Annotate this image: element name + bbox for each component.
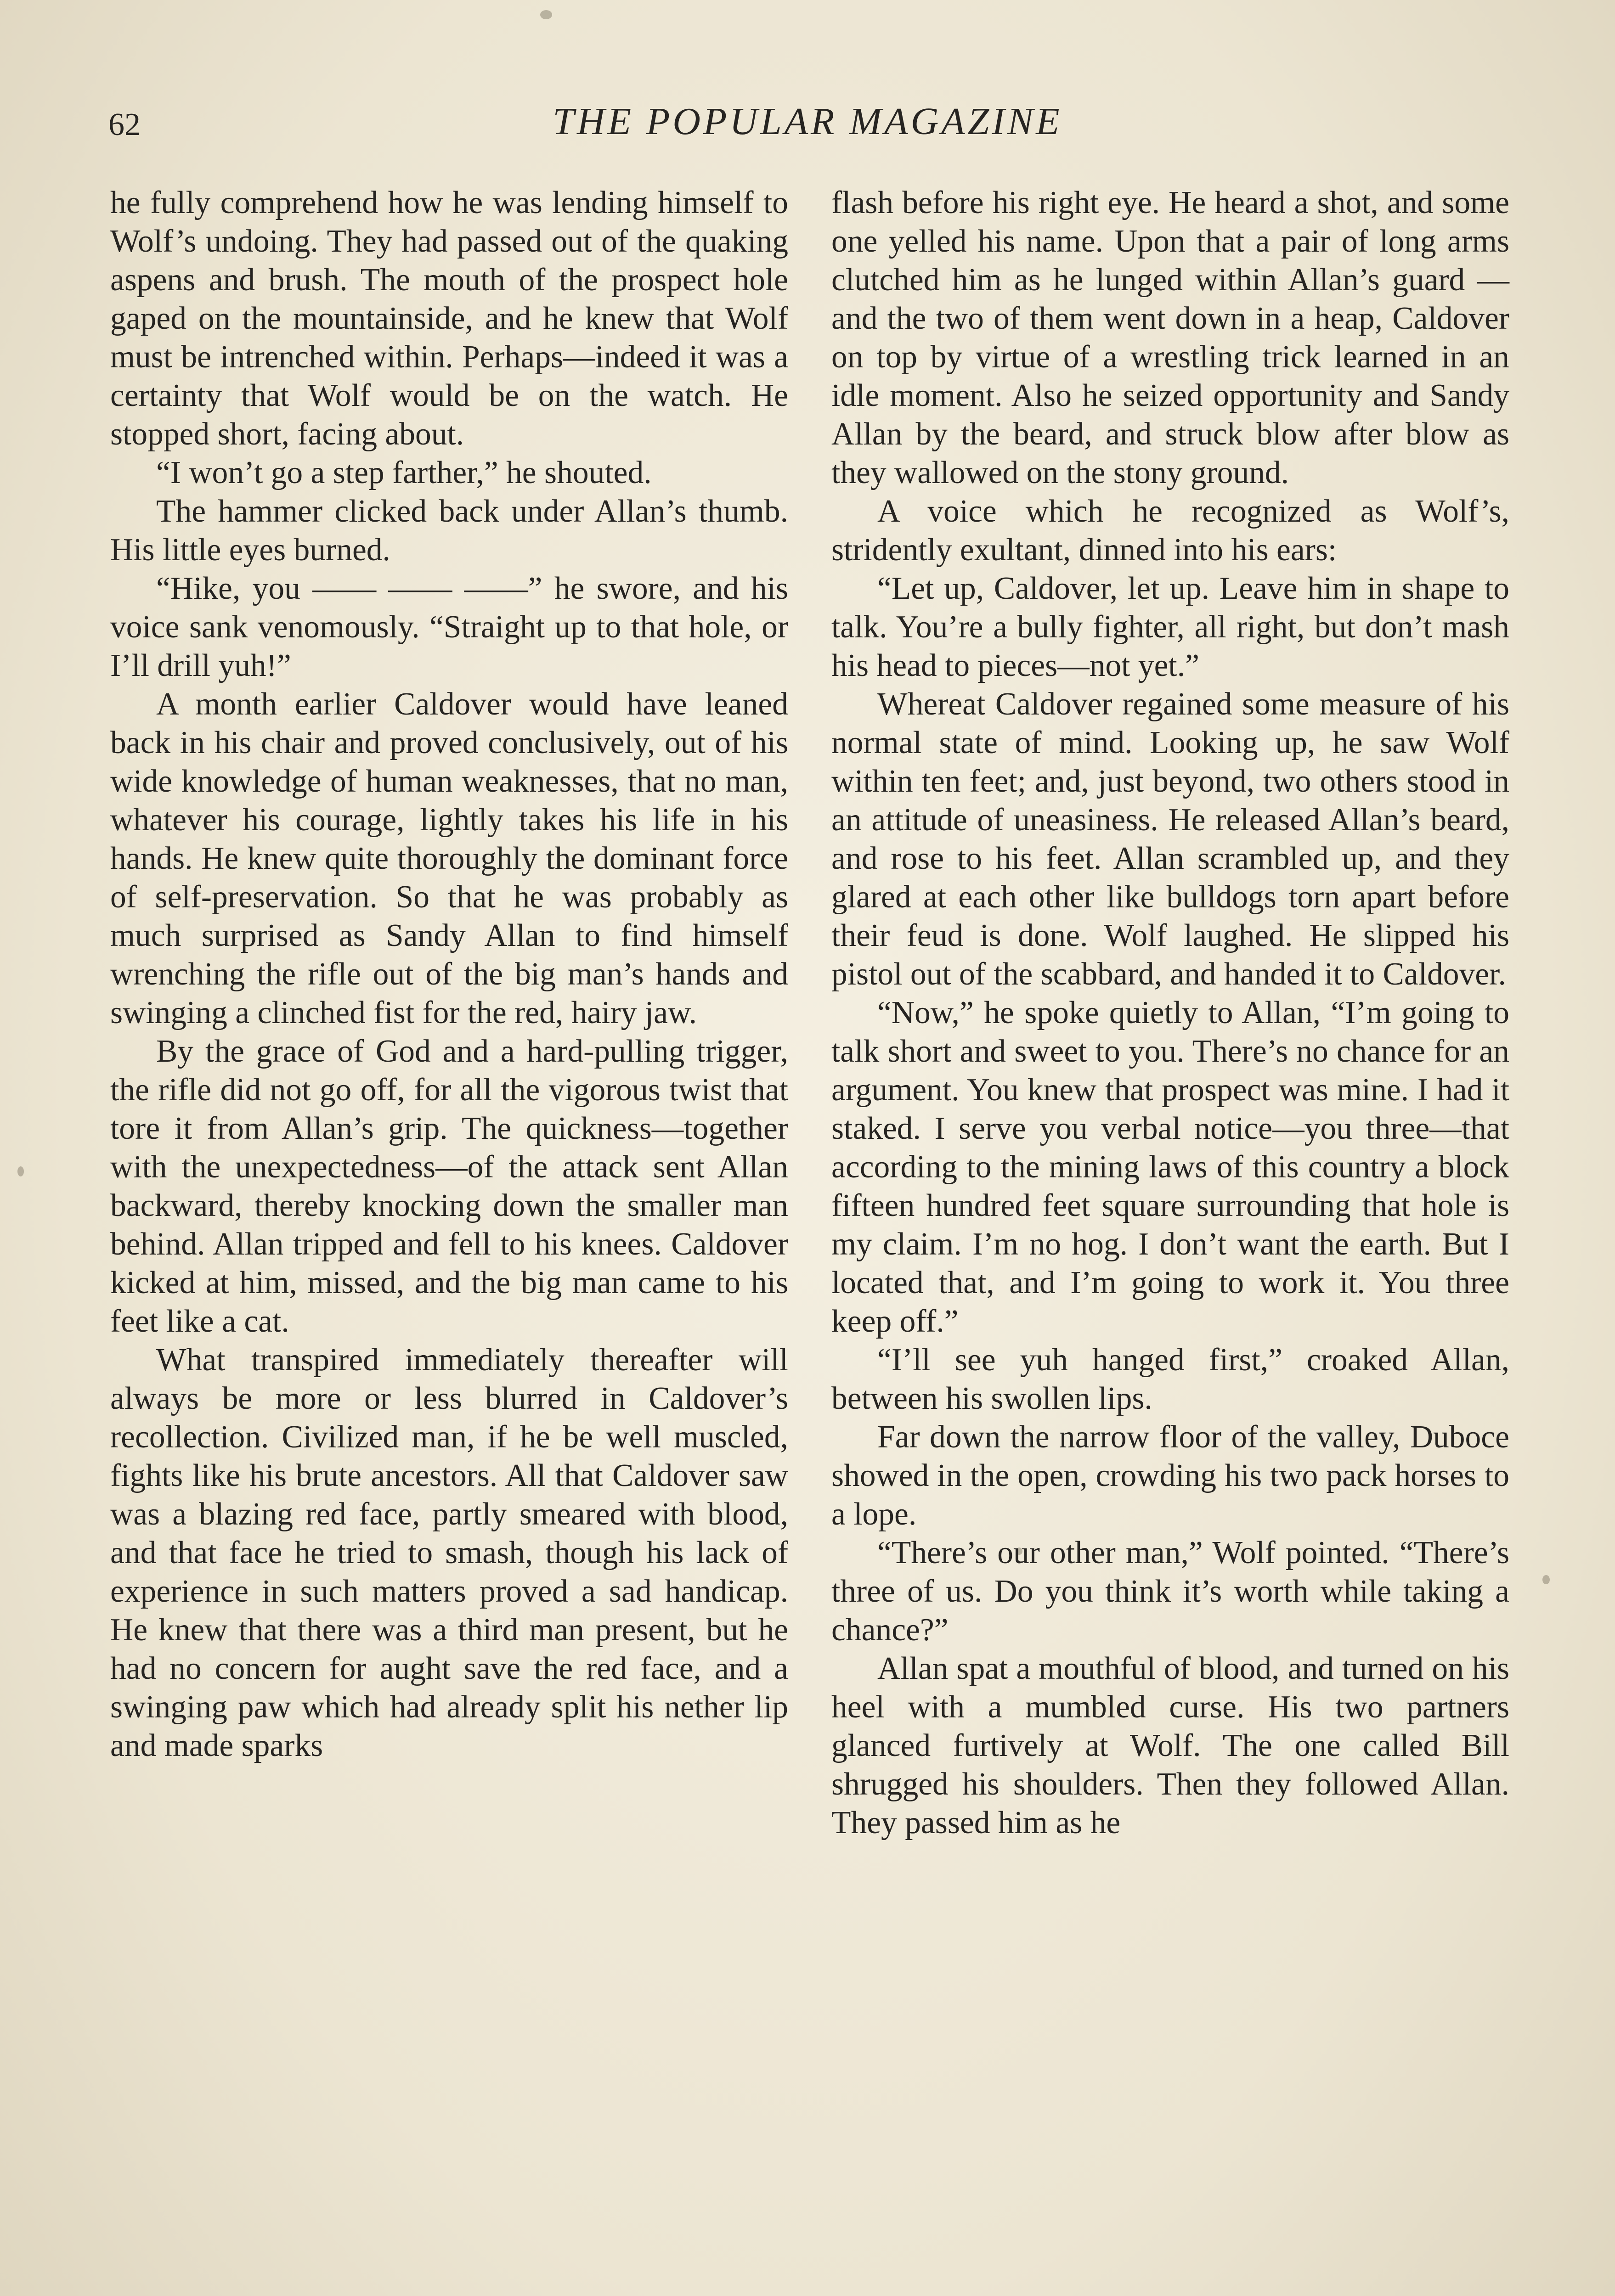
paragraph: flash before his right eye. He heard a shot, and some one yelled his name. Upon that a pair of long arms clutched him as he lunged within Allan’s guard —and the two of them went down in a heap, Caldover on top by virtue of a wrestling trick learned in an idle moment. Also he seized opportunity and Sandy Allan by the beard, and struck blow after blow as they wallowed on the stony ground. xyxy=(831,185,1509,490)
magazine-title: THE POPULAR MAGAZINE xyxy=(553,100,1062,143)
paragraph: A voice which he recognized as Wolf’s, stridently exultant, dinned into his ears: xyxy=(831,494,1509,568)
paragraph: Allan spat a mouthful of blood, and turned on his heel with a mumbled curse. His two partners glanced furtively at Wolf. The one called Bill shrugged his shoulders. Then they followed Allan. They passed him as he xyxy=(831,1651,1509,1840)
paragraph: By the grace of God and a hard-pulling trigger, the rifle did not go off, for all the vigorous twist that tore it from Allan’s grip. The quickness—together with the unexpectedness—of the attack sent Allan backward, thereby knocking down the smaller man behind. Allan tripped and fell to his knees. Caldover kicked at him, missed, and the big man came to his feet like a cat. xyxy=(110,1034,788,1339)
paragraph: “Now,” he spoke quietly to Allan, “I’m going to talk short and sweet to you. There’s no chance for an argument. You knew that prospect was mine. I had it staked. I serve you verbal notice—you three—that according to the mining laws of this country a block fifteen hundred feet square surrounding that hole is my claim. I’m no hog. I don’t want the earth. But I located that, and I’m going to work it. You three keep off.” xyxy=(831,995,1509,1339)
paper-speck xyxy=(540,10,552,19)
paragraph: The hammer clicked back under Allan’s thumb. His little eyes burned. xyxy=(110,494,788,568)
paragraph: What transpired immediately thereafter will always be more or less blurred in Caldover’s recollection. Civilized man, if he be well muscled, fights like his brute ancestors. All that Caldover saw was a blazing red face, partly smeared with blood, and that face he tried to smash, though his lack of experience in such matters proved a sad handicap. He knew that there was a third man present, but he had no concern for aught save the red face, and a swinging paw which had already split his nether lip and made sparks xyxy=(110,1342,788,1763)
paragraph: A month earlier Caldover would have leaned back in his chair and proved conclusively, out of his wide knowledge of human weaknesses, that no man, whatever his courage, lightly takes his life in his hands. He knew quite thoroughly the dominant force of self-preservation. So that he was probably as much surprised as Sandy Allan to find himself wrenching the rifle out of the big man’s hands and swinging a clinched fist for the red, hairy jaw. xyxy=(110,687,788,1030)
left-column xyxy=(110,184,788,1765)
paragraph: “There’s our other man,” Wolf pointed. “There’s three of us. Do you think it’s worth while taking a chance?” xyxy=(831,1535,1509,1648)
page-number: 62 xyxy=(108,107,141,142)
paragraph: “I won’t go a step farther,” he shouted. xyxy=(156,455,652,490)
paper-speck xyxy=(1542,1575,1550,1584)
right-column xyxy=(831,184,1509,1842)
paragraph: “Hike, you —— —— ——” he swore, and his voice sank venomously. “Straight up to that hole, or I’ll drill yuh!” xyxy=(110,571,788,683)
paragraph: “Let up, Caldover, let up. Leave him in shape to talk. You’re a bully fighter, all right, but don’t mash his head to pieces—not yet.” xyxy=(831,571,1509,683)
paragraph: Far down the narrow floor of the valley, Duboce showed in the open, crowding his two pack horses to a lope. xyxy=(831,1419,1509,1532)
paper-speck xyxy=(17,1166,24,1176)
paragraph: Whereat Caldover regained some measure of his normal state of mind. Looking up, he saw Wolf within ten feet; and, just beyond, two others stood in an attitude of uneasiness. He released Allan’s beard, and rose to his feet. Allan scrambled up, and they glared at each other like bulldogs torn apart before their feud is done. Wolf laughed. He slipped his pistol out of the scabbard, and handed it to Caldover. xyxy=(831,687,1509,992)
running-head xyxy=(108,99,1507,149)
paragraph: “I’ll see yuh hanged first,” croaked Allan, between his swollen lips. xyxy=(831,1342,1509,1416)
paragraph: he fully comprehend how he was lending himself to Wolf’s undoing. They had passed out of the quaking aspens and brush. The mouth of the prospect hole gaped on the mountainside, and he knew that Wolf must be intrenched within. Perhaps—indeed it was a certainty that Wolf would be on the watch. He stopped short, facing about. xyxy=(110,185,788,452)
